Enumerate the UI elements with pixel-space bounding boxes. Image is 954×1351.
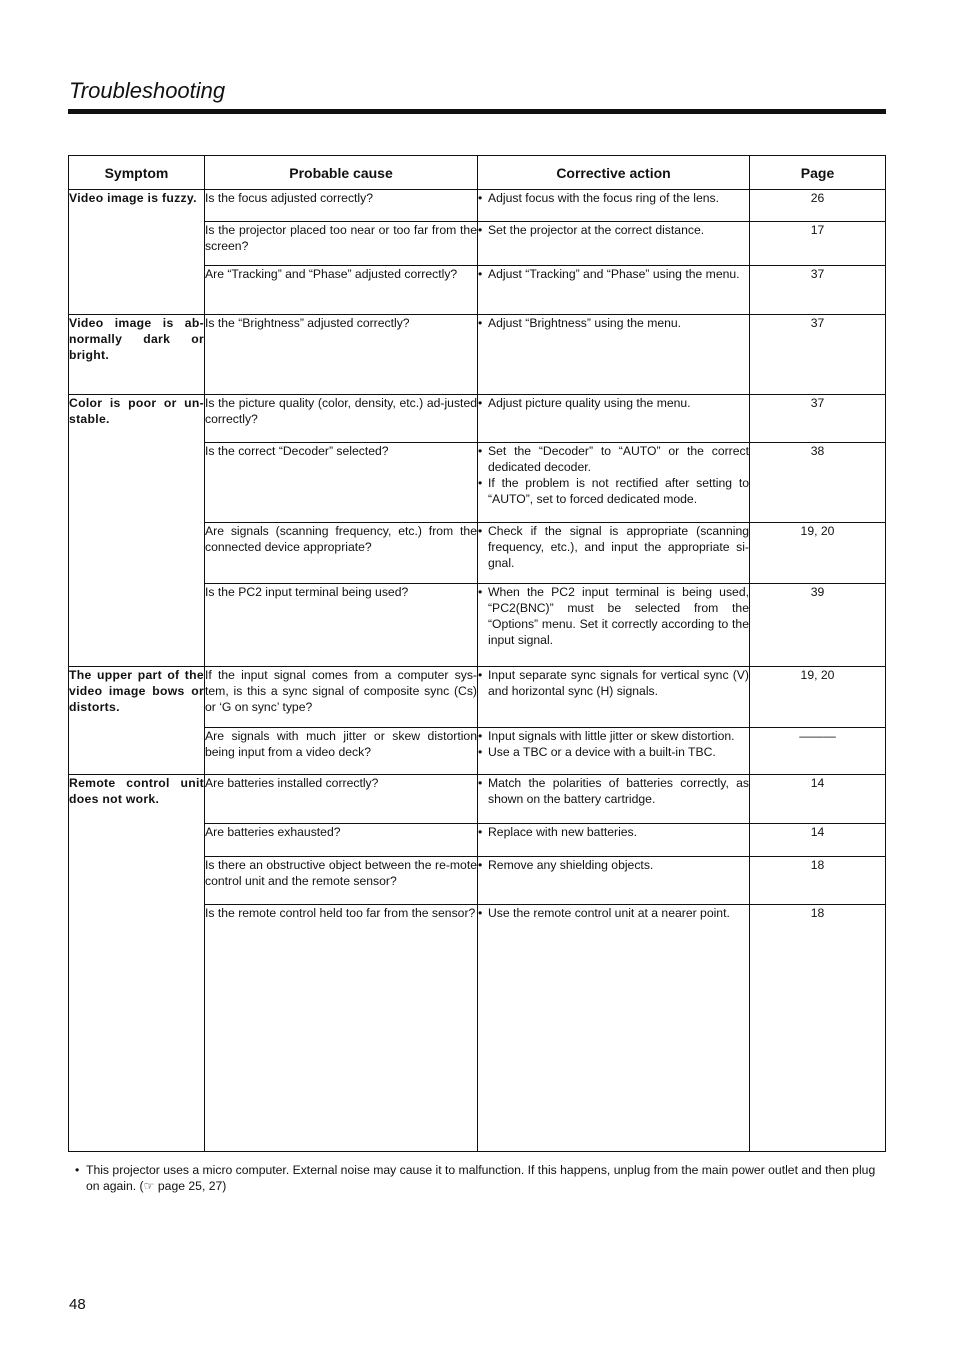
column-header-page: Page xyxy=(750,156,886,190)
action-cell xyxy=(478,905,750,1152)
page-cell: 37 xyxy=(750,315,886,395)
action-text: Set the “Decoder” to “AUTO” or the correct dedicated decoder. xyxy=(488,444,749,474)
cause-cell: Is the PC2 input terminal being used? xyxy=(205,584,478,667)
action-item xyxy=(478,667,749,699)
column-header-symptom: Symptom xyxy=(69,156,205,190)
action-text: Adjust “Brightness” using the menu. xyxy=(488,316,682,330)
bullet: • xyxy=(478,668,483,682)
action-cell xyxy=(478,824,750,857)
symptom-cell: Video image is fuzzy. xyxy=(69,190,205,315)
troubleshooting-table xyxy=(68,155,886,1152)
action-cell xyxy=(478,857,750,905)
cause-cell: Is there an obstructive object between the re-mote control unit and the remote sensor? xyxy=(205,857,478,905)
action-item xyxy=(478,824,749,840)
action-item xyxy=(478,728,749,744)
bullet: • xyxy=(478,825,483,839)
action-cell xyxy=(478,667,750,728)
symptom-cell: Color is poor or un-stable. xyxy=(69,395,205,667)
action-item xyxy=(478,395,749,411)
cause-cell: Is the projector placed too near or too far from the screen? xyxy=(205,222,478,266)
page-cell: 14 xyxy=(750,824,886,857)
page-title: Troubleshooting xyxy=(69,78,226,103)
action-text: Input signals with little jitter or skew distortion. xyxy=(488,729,735,743)
action-cell xyxy=(478,443,750,523)
action-item xyxy=(478,190,749,206)
action-item xyxy=(478,523,749,571)
action-text: Adjust picture quality using the menu. xyxy=(488,396,691,410)
cause-cell: Is the correct “Decoder” selected? xyxy=(205,443,478,523)
page-cell: 18 xyxy=(750,905,886,1152)
bullet: • xyxy=(478,729,483,743)
cause-cell: Are batteries installed correctly? xyxy=(205,775,478,824)
footnote xyxy=(75,1162,885,1194)
action-text: Input separate sync signals for vertical sync (V) and horizontal sync (H) signals. xyxy=(488,668,749,698)
bullet: • xyxy=(478,223,483,237)
column-header-cause: Probable cause xyxy=(205,156,478,190)
action-text: Adjust focus with the focus ring of the lens. xyxy=(488,191,720,205)
action-cell xyxy=(478,190,750,222)
action-cell xyxy=(478,395,750,443)
table-header-row xyxy=(69,156,886,190)
action-item xyxy=(478,315,749,331)
action-cell xyxy=(478,266,750,315)
cause-cell: Is the “Brightness” adjusted correctly? xyxy=(205,315,478,395)
page-cell: 26 xyxy=(750,190,886,222)
action-item xyxy=(478,475,749,507)
action-item xyxy=(478,775,749,807)
cause-cell: If the input signal comes from a computer sys-tem, is this a sync signal of composite sync (Cs) or ‘G on sync’ type? xyxy=(205,667,478,728)
action-item xyxy=(478,905,749,921)
cause-cell: Are “Tracking” and “Phase” adjusted correctly? xyxy=(205,266,478,315)
cause-cell: Are batteries exhausted? xyxy=(205,824,478,857)
action-item xyxy=(478,744,749,760)
table-row xyxy=(69,395,886,443)
action-item xyxy=(478,222,749,238)
bullet: • xyxy=(478,396,483,410)
action-cell xyxy=(478,584,750,667)
action-text: Set the projector at the correct distance. xyxy=(488,223,705,237)
bullet: • xyxy=(478,906,483,920)
action-text: When the PC2 input terminal is being used, “PC2(BNC)” must be selected from the “Options” menu. Set it correctly according to the input signal. xyxy=(488,585,749,647)
page-cell: 19, 20 xyxy=(750,667,886,728)
table-row xyxy=(69,315,886,395)
symptom-cell: Video image is ab-normally dark or bright. xyxy=(69,315,205,395)
page-cell: 38 xyxy=(750,443,886,523)
header-rule xyxy=(68,109,886,114)
symptom-cell: Remote control unit does not work. xyxy=(69,775,205,1152)
action-cell xyxy=(478,315,750,395)
cause-cell: Are signals (scanning frequency, etc.) from the connected device appropriate? xyxy=(205,523,478,584)
action-item xyxy=(478,857,749,873)
action-item xyxy=(478,266,749,282)
page-cell: 17 xyxy=(750,222,886,266)
cause-cell: Is the remote control held too far from the sensor? xyxy=(205,905,478,1152)
page-number: 48 xyxy=(69,1296,86,1313)
cause-cell: Is the picture quality (color, density, etc.) ad-justed correctly? xyxy=(205,395,478,443)
bullet: • xyxy=(478,858,483,872)
action-item xyxy=(478,584,749,648)
action-text: Use the remote control unit at a nearer point. xyxy=(488,906,730,920)
page-cell: 37 xyxy=(750,266,886,315)
bullet: • xyxy=(478,524,483,538)
page-cell: 19, 20 xyxy=(750,523,886,584)
action-text: Replace with new batteries. xyxy=(488,825,638,839)
bullet: • xyxy=(478,444,483,458)
page-cell: 39 xyxy=(750,584,886,667)
footnote-text: This projector uses a micro computer. External noise may cause it to malfunction. If this happens, unplug from the main power outlet and then plug on again. (☞ page 25, 27) xyxy=(86,1163,876,1193)
action-text: If the problem is not rectified after setting to “AUTO”, set to forced dedicated mode. xyxy=(488,476,749,506)
action-text: Adjust “Tracking” and “Phase” using the menu. xyxy=(488,267,740,281)
table-row xyxy=(69,190,886,222)
cause-cell: Are signals with much jitter or skew distortion being input from a video deck? xyxy=(205,728,478,775)
table-row xyxy=(69,775,886,824)
action-text: Remove any shielding objects. xyxy=(488,858,654,872)
symptom-cell: The upper part of the video image bows or distorts. xyxy=(69,667,205,775)
action-cell xyxy=(478,775,750,824)
action-text: Match the polarities of batteries correctly, as shown on the battery cartridge. xyxy=(488,776,749,806)
bullet: • xyxy=(478,267,483,281)
bullet: • xyxy=(478,191,483,205)
page-cell: 18 xyxy=(750,857,886,905)
bullet: • xyxy=(478,476,483,490)
cause-cell: Is the focus adjusted correctly? xyxy=(205,190,478,222)
page-cell: 14 xyxy=(750,775,886,824)
action-text: Use a TBC or a device with a built-in TBC. xyxy=(488,745,716,759)
action-cell xyxy=(478,222,750,266)
bullet: • xyxy=(478,776,483,790)
action-cell xyxy=(478,728,750,775)
action-item xyxy=(478,443,749,475)
action-cell xyxy=(478,523,750,584)
column-header-action: Corrective action xyxy=(478,156,750,190)
page-cell: 37 xyxy=(750,395,886,443)
bullet: • xyxy=(478,316,483,330)
table-row xyxy=(69,667,886,728)
bullet: • xyxy=(75,1163,80,1177)
bullet: • xyxy=(478,745,483,759)
action-text: Check if the signal is appropriate (scanning frequency, etc.), and input the appropriate si-gnal. xyxy=(488,524,749,570)
page-cell: ——— xyxy=(750,728,886,775)
bullet: • xyxy=(478,585,483,599)
